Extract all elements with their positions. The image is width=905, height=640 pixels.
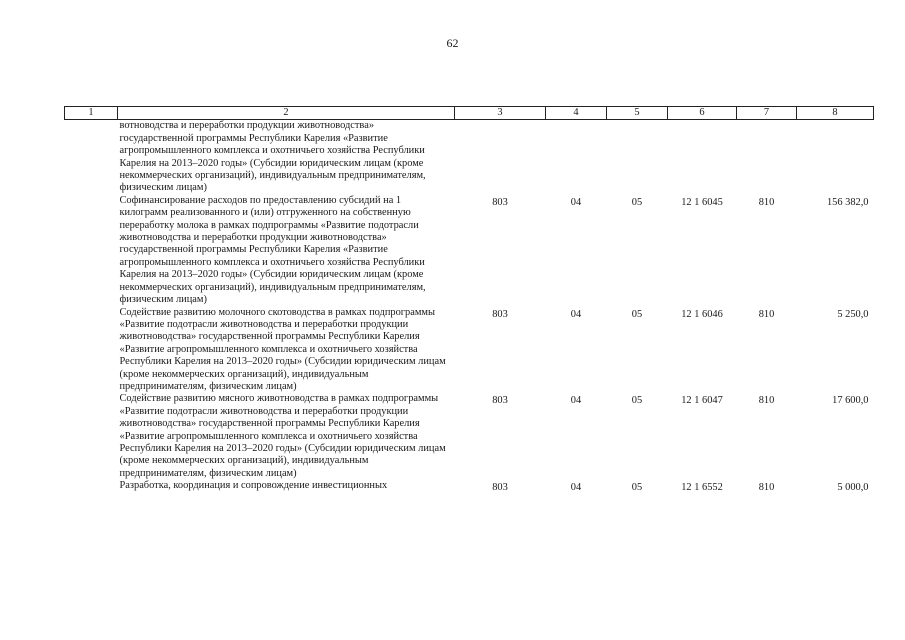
budget-table [64,106,874,495]
table-header [65,107,874,120]
table-row [65,307,874,394]
row-code-7: 810 [758,482,775,494]
row-code-3: 803 [492,196,508,208]
header-col-8: 8 [797,107,874,120]
table-body [65,120,874,495]
row-description: Софинансирование расходов по предоставлению субсидий на 1 килограмм реализованного и (или) отгруженного на собственную переработку молока в рамках подпрограммы «Развитие подотрасли животноводства и переработки продукции животноводства» государственной программы Республики Карелия «Развитие агропромышленного комплекса и охотничьего хозяйства Республики Карелия на 2013–2020 годы» (Субсидии юридическим лицам (кроме некоммерческих организаций), индивидуальным предпринимателям, физическим лицам) [119,194,426,306]
row-code-6: 12 1 6552 [681,482,723,494]
row-code-6: 12 1 6046 [681,308,723,320]
cell-col-7 [737,120,797,195]
row-code-5: 05 [631,482,643,494]
row-code-7: 810 [758,308,775,320]
cell-col-1 [65,120,118,195]
cell-col-4 [546,120,607,195]
row-amount: 156 382,0 [826,196,869,208]
table-row [65,393,874,480]
cell-col-5 [607,120,668,195]
row-code-4: 04 [570,196,582,208]
row-description: Содействие развитию мясного животноводства в рамках подпрограммы «Развитие подотрасли животноводства и переработки продукции животноводства» государственной программы Республики Карелия «Развитие агропромышленного комплекса и охотничьего хозяйства Республики Карелия на 2013–2020 годы» (Субсидии юридическим лицам (кроме некоммерческих организаций), индивидуальным предпринимателям, физическим лицам) [119,393,446,479]
page-number: 62 [446,36,459,50]
row-code-5: 05 [631,308,643,320]
row-code-5: 05 [631,196,643,208]
row-code-3: 803 [492,395,508,407]
cell-col-3 [455,120,546,195]
cell-col-1 [65,195,118,307]
table-row [65,480,874,494]
header-col-1: 1 [65,107,118,120]
row-amount: 5 000,0 [837,482,869,494]
row-code-6: 12 1 6047 [681,395,723,407]
row-code-4: 04 [570,308,582,320]
row-code-3: 803 [492,482,508,494]
row-code-7: 810 [758,196,775,208]
row-code-4: 04 [570,395,582,407]
header-col-5: 5 [607,107,668,120]
row-code-4: 04 [570,482,582,494]
header-col-4: 4 [546,107,607,120]
row-description: Содействие развитию молочного скотоводства в рамках подпрограммы «Развитие подотрасли животноводства и переработки продукции животноводства» государственной программы Республики Карелия «Развитие агропромышленного комплекса и охотничьего хозяйства Республики Карелия на 2013–2020 годы» (Субсидии юридическим лицам (кроме некоммерческих организаций), индивидуальным предпринимателям, физическим лицам) [119,306,446,392]
cell-col-6 [668,120,737,195]
cell-col-1 [65,480,118,494]
table-row-continuation [65,120,874,195]
header-col-2: 2 [118,107,455,120]
row-code-6: 12 1 6045 [681,196,723,208]
row-description: Разработка, координация и сопровождение инвестиционных [119,480,388,492]
header-col-3: 3 [455,107,546,120]
row-amount: 5 250,0 [837,308,869,320]
cell-col-8 [797,120,874,195]
header-col-6: 6 [668,107,737,120]
row-code-7: 810 [758,395,775,407]
table-row [65,195,874,307]
cell-col-1 [65,393,118,480]
row-code-3: 803 [492,308,508,320]
header-col-7: 7 [737,107,797,120]
cell-col-1 [65,307,118,394]
row-amount: 17 600,0 [832,395,869,407]
continuation-description: вотноводства и переработки продукции животноводства» государственной программы Республики Карелия «Развитие агропромышленного комплекса и охотничьего хозяйства Республики Карелия на 2013–2020 годы» (Субсидии юридическим лицам (кроме некоммерческих организаций), индивидуальным предпринимателям, физическим лицам) [119,120,426,194]
header-row [65,107,874,120]
row-code-5: 05 [631,395,643,407]
